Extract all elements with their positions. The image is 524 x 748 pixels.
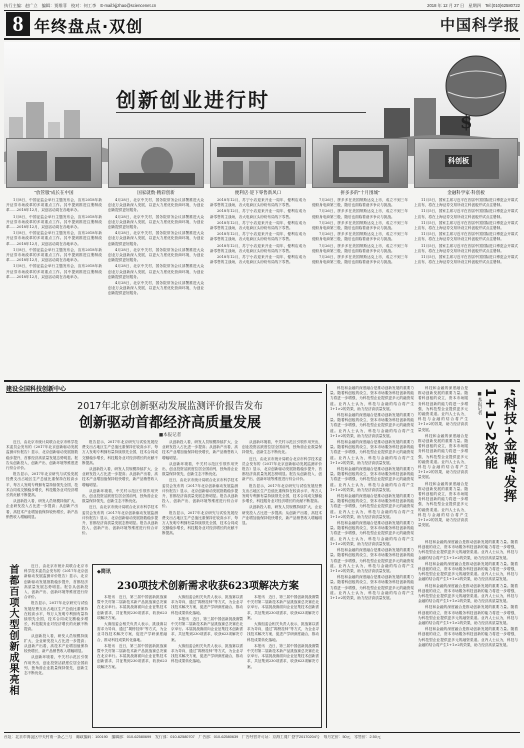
top-column-1: 1月8日，中国证监会举行主题发布会，宣布2018年新开证券市场改革的多项重点工作。其中提到推进注册制改革……2018年12月，双创活动周在各地举办。 1月8日，中国证监会举行主题发布会，宣布2018年新开证券市场改革的多项重点工作。其中提到推进注册制改革……2018年12月，双创活动周在各地举办。 1月8日，中国证监会举行主题发布会，宣布2018年新开证券市场改革的多项重点工作。其中提到推进注册制改革……2018年12月，双创活动周在各地举办。 1月8日，中国证监会举行主题发布会，宣布2018年新开证券市场改革的多项重点工作。其中提到推进注册制改革……2018年12月，双创活动周在各地举办。 1月8日，中国证监会举行主题发布会，宣布2018年新开证券市场改革的多项重点工作。其中提到推进注册制改革……2018年12月，双创活动周在各地举办。 — [6, 198, 102, 279]
top-column-5: 11月5日，国家主席习近平在首届中国国际进口博览会开幕式上宣布，将在上海证券交易所设立科创板并试点注册制。 11月5日，国家主席习近平在首届中国国际进口博览会开幕式上宣布，将在上海证券交易所设立科创板并试点注册制。 11月5日，国家主席习近平在首届中国国际进口博览会开幕式上宣布，将在上海证券交易所设立科创板并试点注册制。 11月5日，国家主席习近平在首届中国国际进口博览会开幕式上宣布，将在上海证券交易所设立科创板并试点注册制。 11月5日，国家主席习近平在首届中国国际进口博览会开幕式上宣布，将在上海证券交易所设立科创板并试点注册制。 11月5日，国家主席习近平在首届中国国际进口博览会开幕式上宣布，将在上海证券交易所设立科创板并试点注册制。 — [414, 198, 518, 265]
right-byline: ■本报记者 — [477, 392, 482, 415]
top-column-3: 2018年12月，苏宁小店迎来开业一周年，便利店成为新零售的主战场，各大电商巨头纷纷布局线下零售。 2018年12月，苏宁小店迎来开业一周年，便利店成为新零售的主战场，各大电商巨头纷纷布局线下零售。 2018年12月，苏宁小店迎来开业一周年，便利店成为新零售的主战场，各大电商巨头纷纷布局线下零售。 2018年12月，苏宁小店迎来开业一周年，便利店成为新零售的主战场，各大电商巨头纷纷布局线下零售。 2018年12月，苏宁小店迎来开业一周年，便利店成为新零售的主战场，各大电商巨头纷纷布局线下零售。 2018年12月，苏宁小店迎来开业一周年，便利店成为新零售的主战场，各大电商巨头纷纷布局线下零售。 — [210, 198, 306, 265]
left-column-label: 建设全国科技创新中心 — [6, 387, 67, 393]
sub-article-tag: ◆简讯 — [97, 569, 111, 575]
left-sub-article: 近日，由北京市统计局联合北京市科学技术委员会发布的《2017年北京创新驱动发展监测评价报告》显示，北京创新驱动发展指数稳步提升，首都经济高质量发展态势明显。报告从创新投入、创新产出、创新环境等维度进行综合评价。 报告显示，2017年北京研究与试验发展经费支出占地区生产总值比重保持在较高水平，每万人发明专利拥有量持续领先全国，技术合同成交额稳步增长，科技服务业对经济增长的贡献不断提高。 从创新投入看，研发人员规模持续扩大，企业研发投入占比进一步提高；从创新产出看，高技术产业增加值保持较快增长，新产品销售收入增幅明显。 从创新环境看，中关村示范区引领作用突出，创业投资活跃度位居全国前列，独角兽企业数量保持领先，创新生态不断优化。 — [24, 564, 88, 676]
caption-2: 国家就数·精彩创新 — [137, 190, 175, 195]
caption-3: 便利店·迎下零售新风口 — [234, 190, 282, 195]
header-date: 2018 年 12 月 27 日 星期四 Tel:(010)62580722 — [427, 3, 520, 8]
main-article-headline: 创新驱动首都经济高质量发展 — [79, 415, 261, 431]
sub-article-box — [92, 564, 322, 728]
top-column-2: 4月28日，北京中关村，国务院常务会议部署推进大众创业万众创新深入发展，以更大力度优化营商环境，为创业创新提供更好服务。 4月28日，北京中关村，国务院常务会议部署推进大众创业万众创新深入发展，以更大力度优化营商环境，为创业创新提供更好服务。 4月28日，北京中关村，国务院常务会议部署推进大众创业万众创新深入发展，以更大力度优化营商环境，为创业创新提供更好服务。 4月28日，北京中关村，国务院常务会议部署推进大众创业万众创新深入发展，以更大力度优化营商环境，为创业创新提供更好服务。 4月28日，北京中关村，国务院常务会议部署推进大众创业万众创新深入发展，以更大力度优化营商环境，为创业创新提供更好服务。 4月28日，北京中关村，国务院常务会议部署推进大众创业万众创新深入发展，以更大力度优化营商环境，为创业创新提供更好服务。 — [108, 198, 204, 296]
main-article-col-3: 从创新投入看，研发人员规模持续扩大，企业研发投入占比进一步提高；从创新产出看，高技术产业增加值保持较快增长，新产品销售收入增幅明显。 从创新环境看，中关村示范区引领作用突出，创业投资活跃度位居全国前列，独角兽企业数量保持领先，创新生态不断优化。 近日，由北京市统计局联合北京市科学技术委员会发布的《2017年北京创新驱动发展监测评价报告》显示，北京创新驱动发展指数稳步提升，首都经济高质量发展态势明显。报告从创新投入、创新产出、创新环境等维度进行综合评价。 报告显示，2017年北京研究与试验发展经费支出占地区生产总值比重保持在较高水平，每万人发明专利拥有量持续领先全国，技术合同成交额稳步增长，科技服务业对经济增长的贡献不断提高。 — [162, 440, 238, 536]
main-article-col-4: 从创新环境看，中关村示范区引领作用突出，创业投资活跃度位居全国前列，独角兽企业数量保持领先，创新生态不断优化。 近日，由北京市统计局联合北京市科学技术委员会发布的《2017年北京创新驱动发展监测评价报告》显示，北京创新驱动发展指数稳步提升，首都经济高质量发展态势明显。报告从创新投入、创新产出、创新环境等维度进行综合评价。 报告显示，2017年北京研究与试验发展经费支出占地区生产总值比重保持在较高水平，每万人发明专利拥有量持续领先全国，技术合同成交额稳步增长，科技服务业对经济增长的贡献不断提高。 从创新投入看，研发人员规模持续扩大，企业研发投入占比进一步提高；从创新产出看，高技术产业增加值保持较快增长，新产品销售收入增幅明显。 — [242, 440, 322, 526]
sub-article-col-1: 本报讯 近日，第三届中国创新挑战赛暨中关村第二届新技术新产品挑战赛总决赛在北京举行。本届挑战赛面向企业征集技术创新需求，共征集到230项需求，收获623项解决方案。 大赛组委会相关负责人表示，挑战赛以需求为导向，通过“揭榜挂帅”等方式，为企业寻找技术解决方案，促进产学研深度融合，推动科技成果转化落地。 本报讯 近日，第三届中国创新挑战赛暨中关村第二届新技术新产品挑战赛总决赛在北京举行。本届挑战赛面向企业征集技术创新需求，共征集到230项需求，收获623项解决方案。 — [97, 595, 167, 669]
header-editors: 执行主编：赵广立 编辑：贾维菲 校对：何工李 E-mail:kjjzhao@sciencenet.cn — [4, 3, 157, 8]
sub-article-col-2: 大赛组委会相关负责人表示，挑战赛以需求为导向，通过“揭榜挂帅”等方式，为企业寻找技术解决方案，促进产学研深度融合，推动科技成果转化落地。 本报讯 近日，第三届中国创新挑战赛暨中关村第二届新技术新产品挑战赛总决赛在北京举行。本届挑战赛面向企业征集技术创新需求，共征集到230项需求，收获623项解决方案。 大赛组委会相关负责人表示，挑战赛以需求为导向，通过“揭榜挂帅”等方式，为企业寻找技术解决方案，促进产学研深度融合，推动科技成果转化落地。 — [171, 595, 243, 664]
banner-photo-4 — [312, 138, 408, 188]
masthead-logo: 中国科学报 — [439, 16, 520, 34]
page-number: 8 — [6, 12, 30, 36]
main-article-col-2: 报告显示，2017年北京研究与试验发展经费支出占地区生产总值比重保持在较高水平，每万人发明专利拥有量持续领先全国，技术合同成交额稳步增长，科技服务业对经济增长的贡献不断提高。 从创新投入看，研发人员规模持续扩大，企业研发投入占比进一步提高；从创新产出看，高技术产业增加值保持较快增长，新产品销售收入增幅明显。 从创新环境看，中关村示范区引领作用突出，创业投资活跃度位居全国前列，独角兽企业数量保持领先，创新生态不断优化。 近日，由北京市统计局联合北京市科学技术委员会发布的《2017年北京创新驱动发展监测评价报告》显示，北京创新驱动发展指数稳步提升，首都经济高质量发展态势明显。报告从创新投入、创新产出、创新环境等维度进行综合评价。 — [82, 440, 158, 536]
kechuangban-stamp: 科创板 — [445, 155, 472, 167]
main-article-byline: ■本报记者 — [158, 433, 182, 438]
banner-photo-1 — [6, 138, 102, 188]
right-article-col-top: 科技和金融的深度融合是推动创新发展的重要力量。随着科创板的设立，资本市场服务科技创新的能力将进一步增强，为科技型企业提供更多元的融资渠道。业内人士认为，科技与金融的结合将产生1+1>2的效果，助力经济高质量发展。 科技和金融的深度融合是推动创新发展的重要力量。随着科创板的设立，资本市场服务科技创新的能力将进一步增强，为科技型企业提供更多元的融资渠道。业内人士认为，科技与金融的结合将产生1+1>2的效果，助力经济高质量发展。 科技和金融的深度融合是推动创新发展的重要力量。随着科创板的设立，资本市场服务科技创新的能力将进一步增强，为科技型企业提供更多元的融资渠道。业内人士认为，科技与金融的结合将产生1+1>2的效果，助力经济高质量发展。 — [418, 386, 468, 528]
banner-headline: 创新创业进行时 — [116, 88, 270, 112]
top-column-4: 7月26日，拼多多在美国纳斯达克上市，成立不到三年便跻身电商第三极，随后也面临着诸多争议与挑战。 7月26日，拼多多在美国纳斯达克上市，成立不到三年便跻身电商第三极，随后也面临着诸多争议与挑战。 7月26日，拼多多在美国纳斯达克上市，成立不到三年便跻身电商第三极，随后也面临着诸多争议与挑战。 7月26日，拼多多在美国纳斯达克上市，成立不到三年便跻身电商第三极，随后也面临着诸多争议与挑战。 7月26日，拼多多在美国纳斯达克上市，成立不到三年便跻身电商第三极，随后也面临着诸多争议与挑战。 7月26日，拼多多在美国纳斯达克上市，成立不到三年便跻身电商第三极，随后也面临着诸多争议与挑战。 — [312, 198, 408, 265]
main-article-col-1: 近日，由北京市统计局联合北京市科学技术委员会发布的《2017年北京创新驱动发展监测评价报告》显示，北京创新驱动发展指数稳步提升，首都经济高质量发展态势明显。报告从创新投入、创新产出、创新环境等维度进行综合评价。 报告显示，2017年北京研究与试验发展经费支出占地区生产总值比重保持在较高水平，每万人发明专利拥有量持续领先全国，技术合同成交额稳步增长，科技服务业对经济增长的贡献不断提高。 从创新投入看，研发人员规模持续扩大，企业研发投入占比进一步提高；从创新产出看，高技术产业增加值保持较快增长，新产品销售收入增幅明显。 — [6, 440, 78, 519]
section-title: 年终盘点·双创 — [34, 17, 144, 36]
right-article-col-2: 科技和金融的深度融合是推动创新发展的重要力量。随着科创板的设立，资本市场服务科技创新的能力将进一步增强，为科技型企业提供更多元的融资渠道。业内人士认为，科技与金融的结合将产生1+1>2的效果，助力经济高质量发展。 科技和金融的深度融合是推动创新发展的重要力量。随着科创板的设立，资本市场服务科技创新的能力将进一步增强，为科技型企业提供更多元的融资渠道。业内人士认为，科技与金融的结合将产生1+1>2的效果，助力经济高质量发展。 科技和金融的深度融合是推动创新发展的重要力量。随着科创板的设立，资本市场服务科技创新的能力将进一步增强，为科技型企业提供更多元的融资渠道。业内人士认为，科技与金融的结合将产生1+1>2的效果，助力经济高质量发展。 科技和金融的深度融合是推动创新发展的重要力量。随着科创板的设立，资本市场服务科技创新的能力将进一步增强，为科技型企业提供更多元的融资渠道。业内人士认为，科技与金融的结合将产生1+1>2的效果，助力经济高质量发展。 科技和金融的深度融合是推动创新发展的重要力量。随着科创板的设立，资本市场服务科技创新的能力将进一步增强，为科技型企业提供更多元的融资渠道。业内人士认为，科技与金融的结合将产生1+1>2的效果，助力经济高质量发展。 — [418, 540, 518, 647]
caption-5: 金融科学家·科创板 — [447, 190, 485, 195]
caption-1: “放管服”成长在中国 — [34, 190, 74, 195]
banner-photo-3 — [210, 138, 306, 188]
svg-text:$: $ — [460, 112, 473, 133]
main-article-kicker: 2017年北京创新驱动发展监测评价报告发布 — [77, 401, 263, 412]
banner-photo-5 — [414, 138, 518, 188]
footer-info: 社址：北京市海淀区中关村南一条乙三号 邮政编码：100190 编辑部：010-62580699 发行部：010-62580707 广告部：010-62580639 广告经营许可证：京海工商广登字20170204号 每月定价：50元 零售价：2.50元 — [4, 735, 381, 739]
right-article-col-1: 科技和金融的深度融合是推动创新发展的重要力量。随着科创板的设立，资本市场服务科技创新的能力将进一步增强，为科技型企业提供更多元的融资渠道。业内人士认为，科技与金融的结合将产生1+1>2的效果，助力经济高质量发展。 科技和金融的深度融合是推动创新发展的重要力量。随着科创板的设立，资本市场服务科技创新的能力将进一步增强，为科技型企业提供更多元的融资渠道。业内人士认为，科技与金融的结合将产生1+1>2的效果，助力经济高质量发展。 科技和金融的深度融合是推动创新发展的重要力量。随着科创板的设立，资本市场服务科技创新的能力将进一步增强，为科技型企业提供更多元的融资渠道。业内人士认为，科技与金融的结合将产生1+1>2的效果，助力经济高质量发展。 科技和金融的深度融合是推动创新发展的重要力量。随着科创板的设立，资本市场服务科技创新的能力将进一步增强，为科技型企业提供更多元的融资渠道。业内人士认为，科技与金融的结合将产生1+1>2的效果，助力经济高质量发展。 科技和金融的深度融合是推动创新发展的重要力量。随着科创板的设立，资本市场服务科技创新的能力将进一步增强，为科技型企业提供更多元的融资渠道。业内人士认为，科技与金融的结合将产生1+1>2的效果，助力经济高质量发展。 科技和金融的深度融合是推动创新发展的重要力量。随着科创板的设立，资本市场服务科技创新的能力将进一步增强，为科技型企业提供更多元的融资渠道。业内人士认为，科技与金融的结合将产生1+1>2的效果，助力经济高质量发展。 科技和金融的深度融合是推动创新发展的重要力量。随着科创板的设立，资本市场服务科技创新的能力将进一步增强，为科技型企业提供更多元的融资渠道。业内人士认为，科技与金融的结合将产生1+1>2的效果，助力经济高质量发展。 科技和金融的深度融合是推动创新发展的重要力量。随着科创板的设立，资本市场服务科技创新的能力将进一步增强，为科技型企业提供更多元的融资渠道。业内人士认为，科技与金融的结合将产生1+1>2的效果，助力经济高质量发展。 — [330, 386, 414, 600]
right-vertical-headline: “科技+金融”发挥1+1>2效能 — [482, 388, 516, 503]
vertical-headline-left: 首都百项大型创新成果亮相 — [7, 564, 18, 696]
sub-article-col-3: 本报讯 近日，第三届中国创新挑战赛暨中关村第二届新技术新产品挑战赛总决赛在北京举行。本届挑战赛面向企业征集技术创新需求，共征集到230项需求，收获623项解决方案。 大赛组委会相关负责人表示，挑战赛以需求为导向，通过“揭榜挂帅”等方式，为企业寻找技术解决方案，促进产学研深度融合，推动科技成果转化落地。 本报讯 近日，第三届中国创新挑战赛暨中关村第二届新技术新产品挑战赛总决赛在北京举行。本届挑战赛面向企业征集技术创新需求，共征集到230项需求，收获623项解决方案。 — [247, 595, 319, 669]
banner-photo-2 — [108, 138, 204, 188]
sub-article-headline: 230项技术创新需求收获623项解决方案 — [117, 581, 299, 592]
caption-4: 拼多多的“十月围城” — [340, 190, 380, 195]
